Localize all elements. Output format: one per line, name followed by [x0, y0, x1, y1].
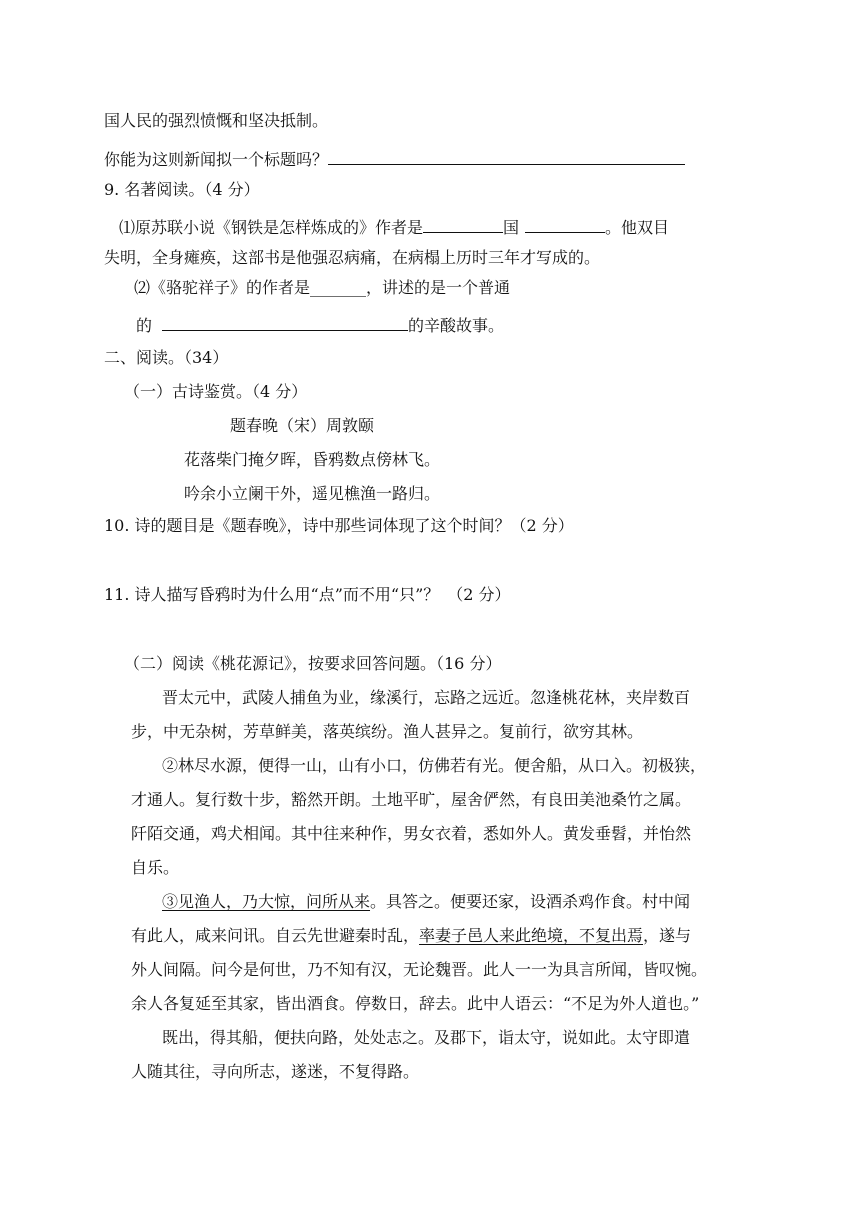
passage-p1-line2: 步，中无杂树，芳草鲜美，落英缤纷。渔人甚异之。复前行，欲穷其林。 — [131, 722, 644, 741]
q9-story-blank[interactable] — [162, 312, 408, 331]
passage-p3-line2 — [131, 926, 691, 948]
q9-item2-text-a: 的 — [136, 316, 153, 335]
passage-p3-line1 — [162, 892, 690, 914]
passage-p3-line4: 余人各复延至其家，皆出酒食。停数日，辞去。此中人语云：“不足为外人道也。” — [131, 994, 700, 1013]
q8-headline-prompt: 你能为这则新闻拟一个标题吗？ — [104, 150, 329, 169]
q9-item1-text-c: 。他双目 — [605, 218, 670, 237]
passage-p2-line3: 阡陌交通，鸡犬相闻。其中往来种作，男女衣着，悉如外人。黄发垂髫，并怡然 — [131, 824, 692, 843]
passage-p4-line1: 既出，得其船，便扶向路，处处志之。及郡下，诣太守，说如此。太守即遣 — [162, 1028, 691, 1047]
q9-item1-line2: 失明，全身瘫痪，这部书是他强忍病痛，在病榻上历时三年才写成的。 — [104, 248, 601, 267]
passage-p1-line1: 晋太元中，武陵人捕鱼为业，缘溪行，忘路之远近。忽逢桃花林，夹岸数百 — [162, 688, 691, 707]
poem-section-title: （一）古诗鉴赏。（4 分） — [124, 382, 308, 401]
q9-item1-text-a: ⑴原苏联小说《钢铁是怎样炼成的》作者是 — [119, 218, 424, 237]
passage-p3-line2-end: ，遂与 — [643, 926, 692, 945]
q9-item1-text-b: 国 — [503, 218, 520, 237]
q9-item2-line1: ⑵《骆驼祥子》的作者是_______，讲述的是一个普通 — [134, 278, 511, 297]
passage-section-title: （二）阅读《桃花源记》，按要求回答问题。（16 分） — [124, 654, 502, 673]
poem-title: 题春晚（宋）周敦颐 — [230, 416, 375, 435]
q9-item1-line1 — [119, 214, 669, 236]
passage-p3-line3: 外人间隔。问今是何世，乃不知有汉，无论魏晋。此人一一为具言所闻，皆叹惋。 — [131, 960, 708, 979]
passage-p3-line1-rest: 。具答之。便要还家，设酒杀鸡作食。村中闻 — [370, 892, 691, 911]
passage-p2-line2: 才通人。复行数十步，豁然开朗。土地平旷，屋舍俨然，有良田美池桑竹之属。 — [131, 790, 692, 809]
passage-p2-line4: 自乐。 — [131, 858, 180, 877]
q8-line-end: 国人民的强烈愤慨和坚决抵制。 — [104, 111, 329, 130]
q8-headline-answer-blank[interactable] — [328, 146, 685, 165]
underlined-sentence-1: ③见渔人，乃大惊，问所从来 — [162, 892, 371, 911]
question-11: 11. 诗人描写昏鸦时为什么用“点”而不用“只”？ （2 分） — [104, 585, 511, 604]
q9-item2-text-b: 的辛酸故事。 — [408, 316, 505, 335]
q8-headline-line — [104, 146, 685, 168]
poem-line-2: 吟余小立阑干外，遥见樵渔一路归。 — [184, 484, 441, 503]
passage-p2-line1: ②林尽水源，便得一山，山有小口，仿佛若有光。便舍船，从口入。初极狭， — [162, 756, 707, 775]
q9-author-blank[interactable] — [525, 214, 605, 233]
question-10: 10. 诗的题目是《题春晚》，诗中那些词体现了这个时间？（2 分） — [104, 516, 574, 535]
q9-item2-line2 — [136, 312, 504, 334]
section2-title: 二、阅读。（34） — [104, 348, 229, 367]
poem-line-1: 花落柴门掩夕晖，昏鸦数点傍林飞。 — [184, 450, 441, 469]
q9-country-blank[interactable] — [423, 214, 503, 233]
underlined-sentence-2: 率妻子邑人来此绝境，不复出焉 — [419, 926, 644, 945]
passage-p4-line2: 人随其往，寻向所志，遂迷，不复得路。 — [131, 1062, 420, 1081]
q9-title: 9. 名著阅读。（4 分） — [104, 180, 260, 199]
passage-p3-line2-start: 有此人，咸来问讯。自云先世避秦时乱， — [131, 926, 420, 945]
